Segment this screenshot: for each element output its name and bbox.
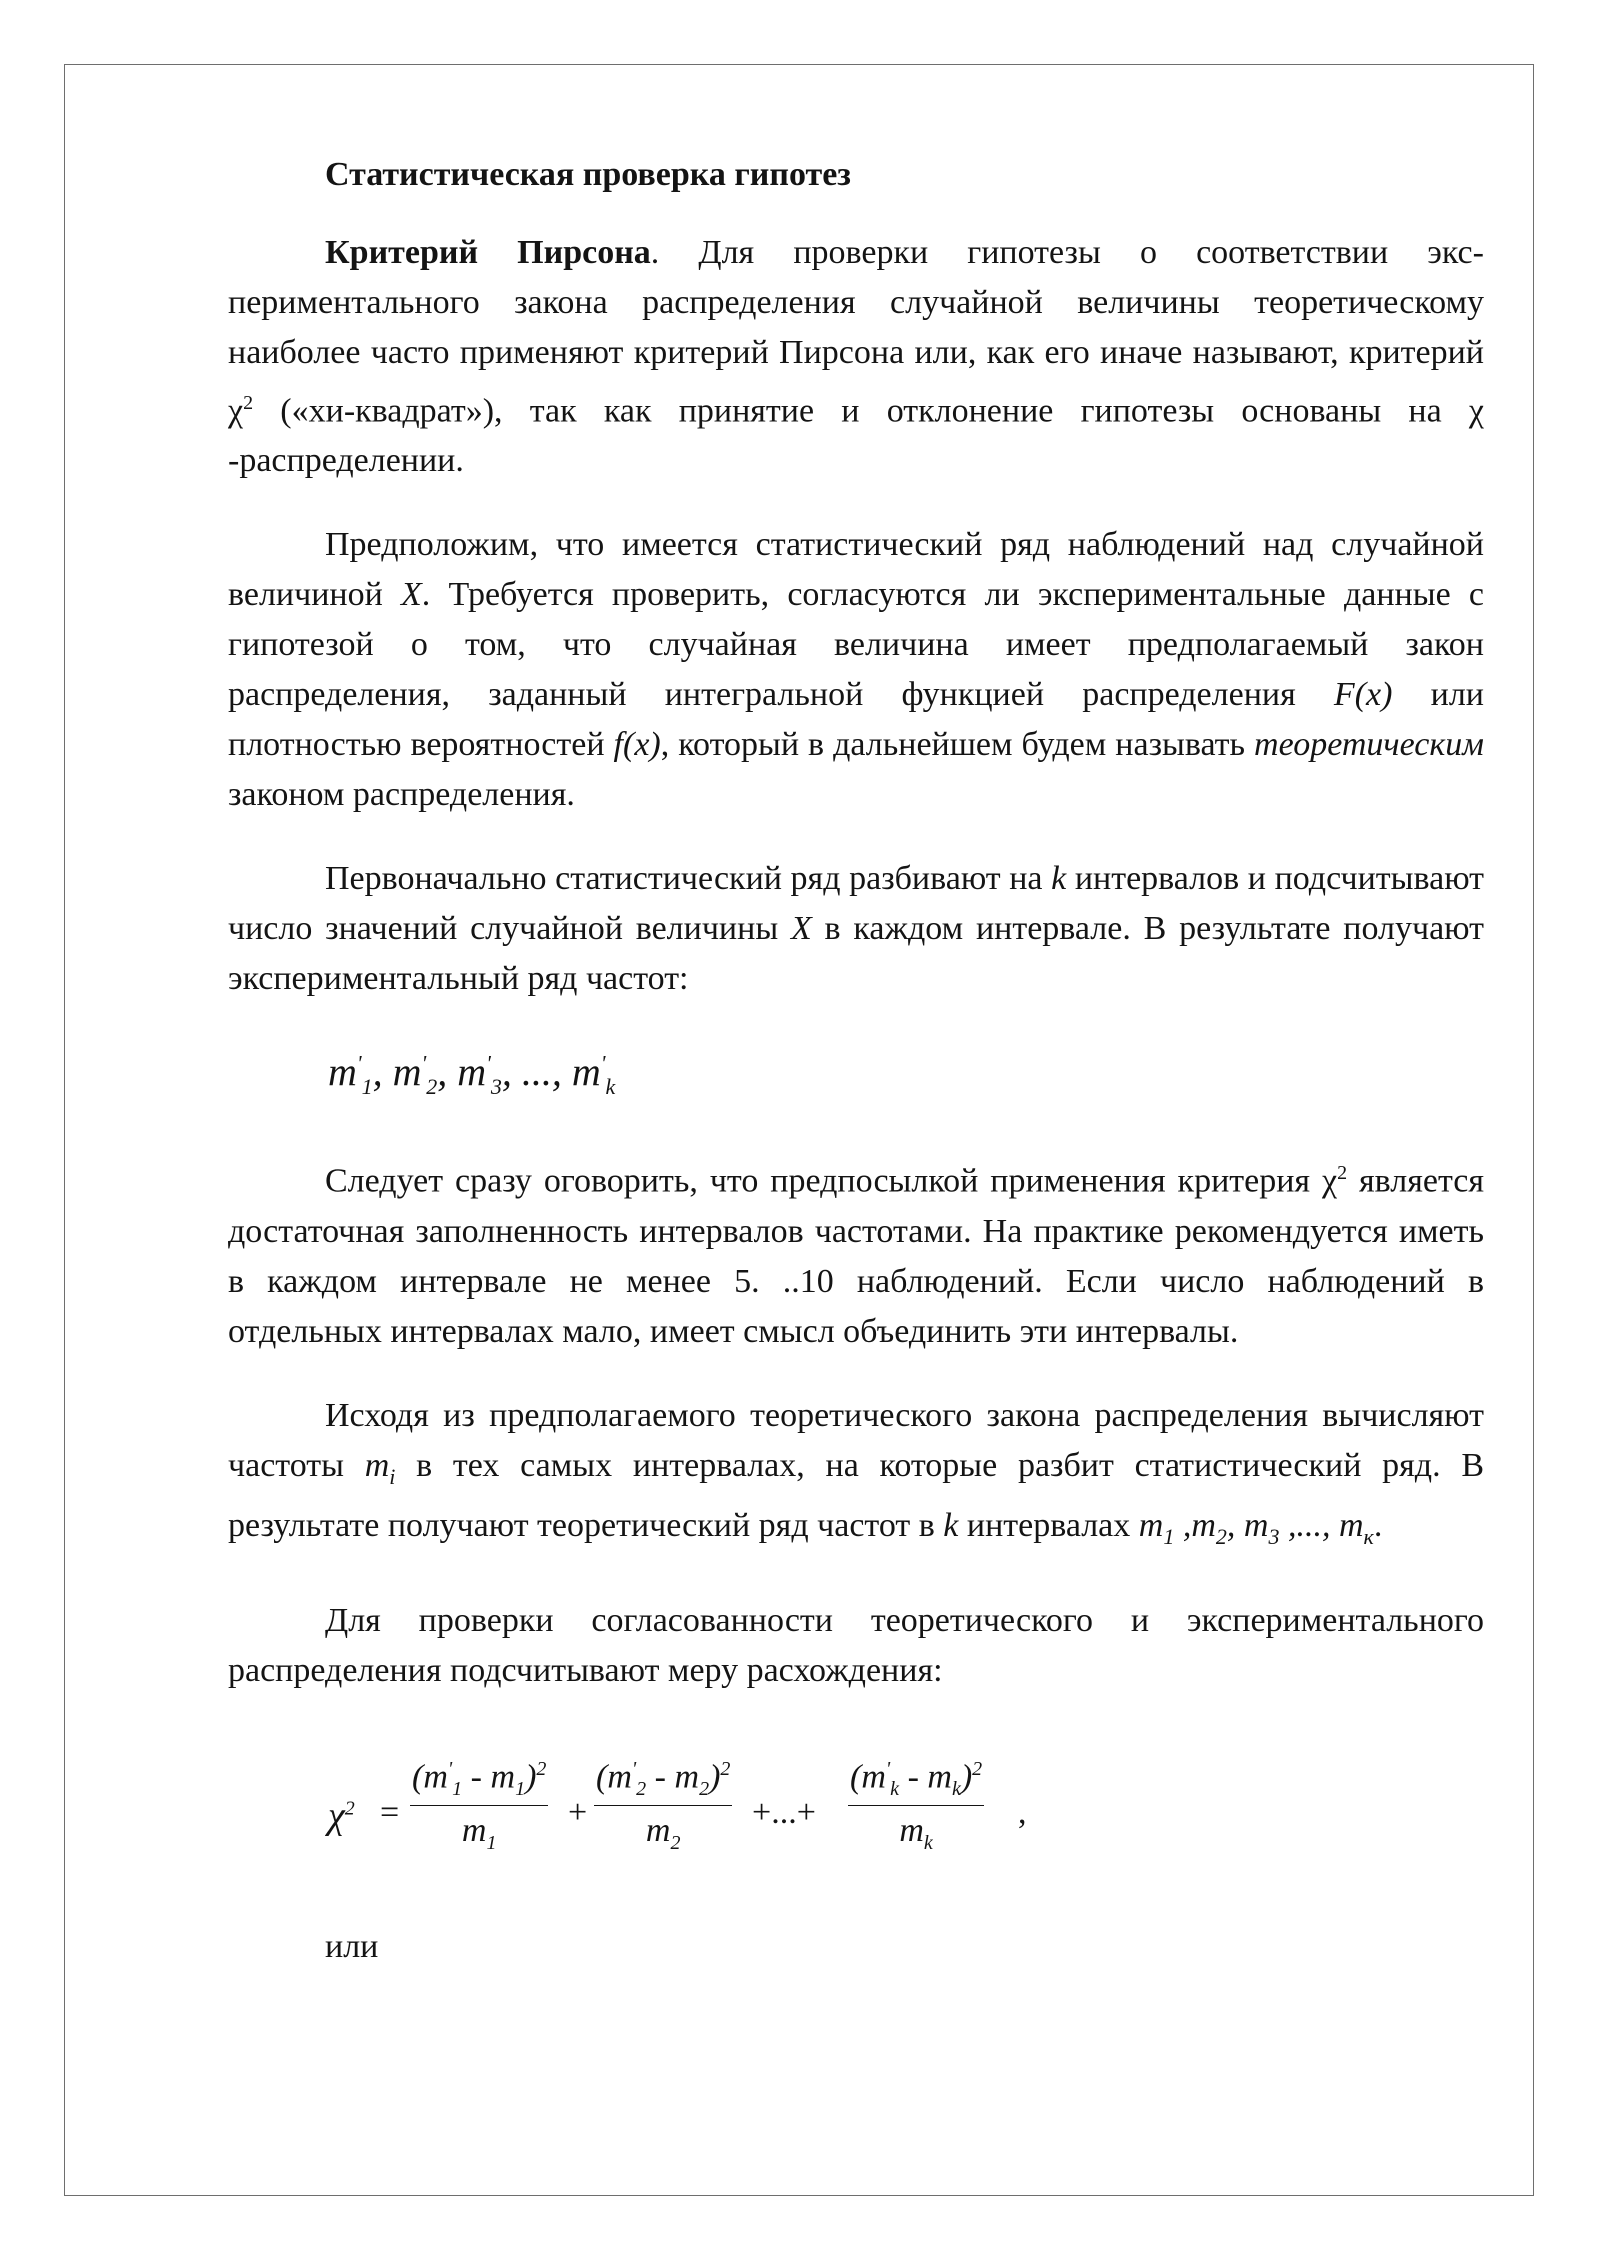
var-x: X xyxy=(790,910,812,948)
chi-symbol xyxy=(328,1794,355,1838)
f1-sep: , xyxy=(501,1049,522,1095)
t-sub2: k xyxy=(951,1778,961,1801)
paragraph-pearson-criterion xyxy=(228,228,1484,486)
d-m: m xyxy=(645,1812,671,1850)
formula-experimental-frequencies xyxy=(328,1048,1484,1108)
t-sub: 2 xyxy=(636,1778,647,1801)
f1-sep: , xyxy=(551,1049,572,1095)
var-x: X xyxy=(401,576,422,614)
t-mid: - m xyxy=(646,1758,700,1796)
chi-sq: 2 xyxy=(344,1797,355,1820)
numerator xyxy=(594,1758,732,1806)
p1-text: . Для проверки гипотезы о соответствии экспериментального закона распределения случайной величины теоретическому наиболее часто применяют критерий Пирсона или, как его иначе называют, критерий χ xyxy=(228,234,1484,430)
t-pow: 2 xyxy=(972,1758,983,1781)
plus-sign: + xyxy=(796,1794,816,1832)
denominator xyxy=(848,1806,984,1855)
var-m: m xyxy=(1138,1507,1164,1545)
period: . xyxy=(1373,1507,1383,1545)
t-sub2: 2 xyxy=(699,1778,710,1801)
sub-2: 2 xyxy=(1215,1524,1227,1550)
denominator xyxy=(594,1806,732,1855)
sep: , xyxy=(1174,1507,1192,1545)
t-sub2: 1 xyxy=(515,1778,526,1801)
sub-k: к xyxy=(1363,1524,1374,1550)
f1-sub: 1 xyxy=(361,1074,373,1100)
paragraph-theoretical-frequencies xyxy=(228,1391,1484,1563)
var-m: m xyxy=(364,1446,390,1484)
plus-sign: + xyxy=(568,1794,588,1832)
fraction-term-k xyxy=(848,1758,984,1855)
paragraph-intervals xyxy=(228,854,1484,1004)
t-close: ) xyxy=(709,1758,721,1796)
f1-prime: ' xyxy=(356,1051,362,1076)
sub-i: i xyxy=(389,1463,396,1489)
t-sub: k xyxy=(890,1778,900,1801)
trailing-comma: , xyxy=(1018,1794,1027,1832)
p3-t2: интервалов и подсчитывают число значений случайной величины xyxy=(228,860,1485,948)
chi: χ xyxy=(328,1795,345,1838)
t-open: (m xyxy=(596,1758,632,1796)
f1-prime: ' xyxy=(486,1051,491,1076)
t-close: ) xyxy=(525,1758,537,1796)
var-k: k xyxy=(943,1507,959,1545)
f1-sub: k xyxy=(605,1074,616,1100)
sep: , xyxy=(1226,1507,1244,1545)
plus-dots-plus xyxy=(752,1794,816,1832)
formula-chi-square xyxy=(328,1758,1484,1888)
t-open: (m xyxy=(412,1758,448,1796)
f1-sep: , xyxy=(372,1049,393,1095)
d-m: m xyxy=(461,1812,487,1850)
t-sub: 1 xyxy=(452,1778,463,1801)
p4-t1: Следует сразу оговорить, что предпосылкой применения критерия χ xyxy=(325,1162,1338,1200)
f1-sub: 2 xyxy=(426,1074,438,1100)
numerator xyxy=(410,1758,548,1806)
f1-dots: ... xyxy=(521,1049,552,1095)
p4-t2: является достаточная заполненность интервалов частотами. На практике рекомендуется иметь в каждом интервале не менее 5. ..10 наблюдений. Если число наблюдений в отдельных интервалах мало, имеет смысл объединить эти интервалы. xyxy=(228,1162,1484,1350)
sub-3: 3 xyxy=(1268,1524,1280,1550)
p1-text2: («хи-квадрат»), так как принятие и отклонение гипотезы основаны на χ -распределении. xyxy=(228,392,1484,480)
d-sub: 1 xyxy=(486,1832,497,1855)
numerator xyxy=(848,1758,984,1806)
p5-t3: интервалах xyxy=(958,1507,1139,1545)
t-prime: ' xyxy=(447,1758,453,1781)
p6-text: Для проверки согласованности теоретического и экспериментального распределения подсчитывают меру расхождения: xyxy=(228,1602,1484,1690)
f1-prime: ' xyxy=(600,1051,606,1076)
var-k: k xyxy=(1051,860,1067,898)
dots: ... xyxy=(771,1794,797,1832)
sep: ,..., xyxy=(1279,1507,1339,1545)
p5-t1: Исходя из предполагаемого теоретического закона распределения вычисляют частоты xyxy=(228,1396,1484,1484)
p2-t5: законом распределения. xyxy=(228,776,575,814)
f1-m: m xyxy=(571,1049,601,1095)
fraction-term-1 xyxy=(410,1758,548,1855)
t-prime: ' xyxy=(631,1758,637,1781)
p2-t1: Предположим, что имеется статистический ряд наблюдений над случайной величиной xyxy=(228,526,1484,614)
plus-sign: + xyxy=(752,1794,772,1832)
d-m: m xyxy=(899,1812,924,1850)
p3-t1: Первоначально статистический ряд разбивают на xyxy=(325,860,1052,898)
d-sub: k xyxy=(923,1832,933,1855)
fraction-term-2 xyxy=(594,1758,732,1855)
f1-m: m xyxy=(328,1049,357,1095)
t-prime: ' xyxy=(885,1758,891,1781)
t-mid: - m xyxy=(462,1758,516,1796)
func-Fx: F(x) xyxy=(1333,676,1393,714)
p2-t2: . Требуется проверить, согласуются ли экспериментальные данные с гипотезой о том, что случайная величина имеет предполагаемый закон распределения, заданный интегральной функцией распределения xyxy=(228,576,1484,714)
var-m: m xyxy=(1191,1507,1216,1545)
var-m: m xyxy=(1243,1507,1269,1545)
equals-sign: = xyxy=(380,1794,400,1832)
t-mid: - m xyxy=(899,1758,952,1796)
p4-sup: 2 xyxy=(1337,1162,1348,1185)
tail-word: или xyxy=(325,1928,379,1966)
sub-1: 1 xyxy=(1163,1524,1175,1550)
p5-t2: в тех самых интервалах, на которые разбит статистический ряд. В результате получают теоретический ряд частот в xyxy=(228,1446,1484,1545)
term-theoretical: теоретическим xyxy=(1254,726,1484,764)
func-fx: f(x) xyxy=(613,726,661,764)
p3-t3: в каждом интервале. В результате получают экспериментальный ряд частот: xyxy=(228,910,1484,998)
f1-m: m xyxy=(457,1049,487,1095)
t-pow: 2 xyxy=(536,1758,547,1781)
p1-sup: 2 xyxy=(243,392,254,414)
t-pow: 2 xyxy=(720,1758,731,1781)
document-title: Статистическая проверка гипотез xyxy=(325,156,851,193)
t-close: ) xyxy=(960,1758,973,1796)
p2-t4: , который в дальнейшем будем называть xyxy=(660,726,1255,764)
f1-sep: , xyxy=(437,1049,458,1095)
d-sub: 2 xyxy=(670,1832,681,1855)
document-body xyxy=(228,148,1484,1966)
p2-t3: или плотностью вероятностей xyxy=(228,676,1484,764)
denominator xyxy=(410,1806,548,1855)
t-open: (m xyxy=(850,1758,886,1796)
paragraph-precondition xyxy=(228,1148,1484,1356)
pearson-term: Критерий Пирсона xyxy=(325,234,651,271)
f1-sub: 3 xyxy=(490,1074,502,1100)
var-m: m xyxy=(1338,1507,1364,1545)
paragraph-assumption xyxy=(228,520,1484,820)
f1-prime: ' xyxy=(421,1051,427,1076)
f1-m: m xyxy=(392,1049,422,1095)
paragraph-discrepancy xyxy=(228,1596,1484,1696)
